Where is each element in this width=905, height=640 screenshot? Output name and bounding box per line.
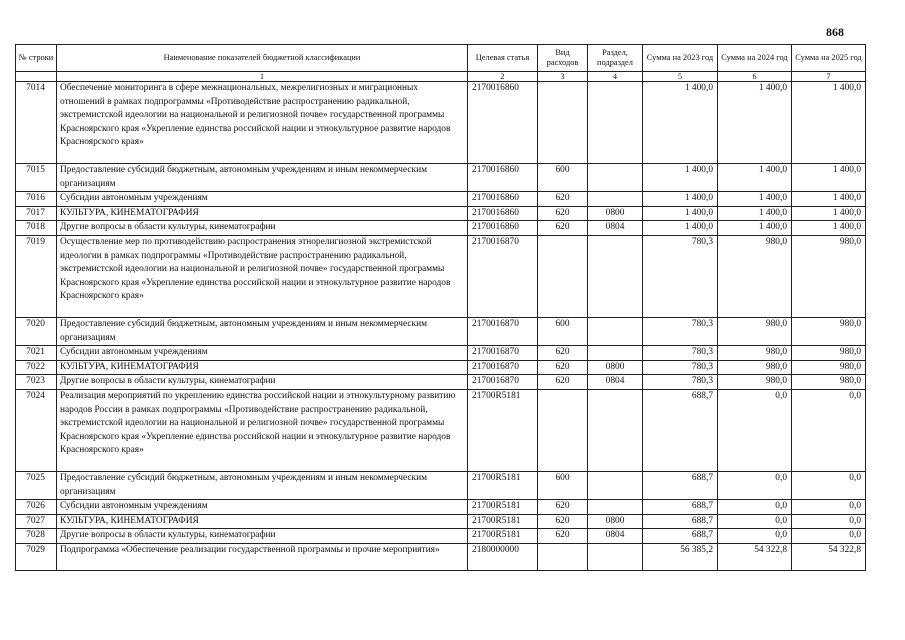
row-target: 2170016860 (468, 206, 538, 221)
table-row (16, 82, 866, 164)
row-name: Субсидии автономным учреждениям (57, 346, 468, 361)
header-name: Наименование показателей бюджетной классификации (57, 45, 468, 72)
row-target: 2180000000 (468, 543, 538, 570)
table-row (16, 221, 866, 236)
index-cell: 5 (643, 72, 718, 82)
row-target: 21700R5181 (468, 500, 538, 515)
index-cell: 6 (718, 72, 792, 82)
row-name: Осуществление мер по противодействию распространения этнорелигиозной экстремистской идеологии в рамках подпрограммы «Противодействие распространению радикальной, экстремистской идеологии на национальной и религиозной почве» государственной программы Красноярского края «Укрепление единства российской нации и этнокультурное развитие народов Красноярского края» (57, 235, 468, 317)
row-sum-2023: 780,3 (643, 375, 718, 390)
table-row (16, 360, 866, 375)
row-number: 7024 (16, 389, 57, 471)
row-section (588, 543, 643, 570)
table-row (16, 514, 866, 529)
row-number: 7029 (16, 543, 57, 570)
row-kind: 620 (538, 346, 588, 361)
table-row (16, 346, 866, 361)
row-kind (538, 235, 588, 317)
row-name: Другие вопросы в области культуры, кинематографии (57, 375, 468, 390)
row-target: 2170016860 (468, 192, 538, 207)
row-sum-2025: 1 400,0 (792, 206, 866, 221)
row-number: 7026 (16, 500, 57, 515)
row-sum-2023: 1 400,0 (643, 206, 718, 221)
row-sum-2024: 1 400,0 (718, 82, 792, 164)
row-sum-2024: 1 400,0 (718, 192, 792, 207)
table-row (16, 206, 866, 221)
row-number: 7023 (16, 375, 57, 390)
row-sum-2024: 0,0 (718, 471, 792, 499)
row-sum-2025: 980,0 (792, 346, 866, 361)
row-sum-2025: 0,0 (792, 389, 866, 471)
row-kind (538, 82, 588, 164)
row-sum-2024: 980,0 (718, 317, 792, 345)
row-kind: 620 (538, 360, 588, 375)
row-sum-2025: 980,0 (792, 317, 866, 345)
row-section (588, 471, 643, 499)
row-section (588, 235, 643, 317)
row-kind: 620 (538, 375, 588, 390)
row-section: 0800 (588, 360, 643, 375)
header-sum-2024: Сумма на 2024 год (718, 45, 792, 72)
row-section: 0800 (588, 514, 643, 529)
row-sum-2023: 56 385,2 (643, 543, 718, 570)
table-row (16, 164, 866, 192)
index-cell: 3 (538, 72, 588, 82)
row-number: 7021 (16, 346, 57, 361)
row-target: 2170016860 (468, 221, 538, 236)
header-row-no: № строки (16, 45, 57, 72)
row-sum-2023: 780,3 (643, 360, 718, 375)
row-kind: 620 (538, 221, 588, 236)
row-number: 7016 (16, 192, 57, 207)
header-kind: Вид расходов (538, 45, 588, 72)
row-sum-2024: 0,0 (718, 389, 792, 471)
table-row (16, 500, 866, 515)
header-row (16, 45, 866, 72)
row-sum-2024: 980,0 (718, 235, 792, 317)
row-sum-2023: 688,7 (643, 471, 718, 499)
index-cell: 1 (57, 72, 468, 82)
row-sum-2023: 1 400,0 (643, 221, 718, 236)
row-target: 21700R5181 (468, 389, 538, 471)
row-section: 0804 (588, 221, 643, 236)
row-target: 2170016870 (468, 360, 538, 375)
row-sum-2025: 980,0 (792, 360, 866, 375)
row-section (588, 192, 643, 207)
row-sum-2024: 0,0 (718, 529, 792, 544)
row-target: 21700R5181 (468, 529, 538, 544)
row-sum-2024: 980,0 (718, 346, 792, 361)
row-section: 0804 (588, 529, 643, 544)
row-sum-2025: 0,0 (792, 500, 866, 515)
row-name: КУЛЬТУРА, КИНЕМАТОГРАФИЯ (57, 206, 468, 221)
row-number: 7017 (16, 206, 57, 221)
row-target: 2170016870 (468, 375, 538, 390)
row-target: 2170016870 (468, 346, 538, 361)
index-cell (16, 72, 57, 82)
row-sum-2024: 980,0 (718, 360, 792, 375)
row-sum-2023: 780,3 (643, 317, 718, 345)
header-sum-2025: Сумма на 2025 год (792, 45, 866, 72)
row-sum-2025: 1 400,0 (792, 164, 866, 192)
row-kind: 600 (538, 471, 588, 499)
row-sum-2024: 0,0 (718, 500, 792, 515)
row-sum-2025: 0,0 (792, 529, 866, 544)
table-row (16, 375, 866, 390)
row-kind: 620 (538, 192, 588, 207)
row-section (588, 82, 643, 164)
row-sum-2023: 688,7 (643, 514, 718, 529)
row-name: Субсидии автономным учреждениям (57, 500, 468, 515)
header-target: Целевая статья (468, 45, 538, 72)
row-section: 0800 (588, 206, 643, 221)
row-sum-2023: 688,7 (643, 529, 718, 544)
row-section (588, 164, 643, 192)
row-name: Обеспечение мониторинга в сфере межнациональных, межрелигиозных и миграционных отношений в рамках подпрограммы «Противодействие распространению радикальной, экстремистской идеологии на национальной и религиозной почве» государственной программы Красноярского края «Укрепление единства российской нации и этнокультурное развитие народов Красноярского края» (57, 82, 468, 164)
row-name: Подпрограмма «Обеспечение реализации государственной программы и прочие мероприятия» (57, 543, 468, 570)
row-sum-2023: 780,3 (643, 235, 718, 317)
row-number: 7020 (16, 317, 57, 345)
row-name: Другие вопросы в области культуры, кинематографии (57, 221, 468, 236)
row-kind: 620 (538, 514, 588, 529)
row-name: Реализация мероприятий по укреплению единства российской нации и этнокультурному развитию народов России в рамках подпрограммы «Противодействие распространению радикальной, экстремистской идеологии на национальной и религиозной почве» государственной программы Красноярского края «Укрепление единства российской нации и этнокультурное развитие народов Красноярского края» (57, 389, 468, 471)
row-name: КУЛЬТУРА, КИНЕМАТОГРАФИЯ (57, 514, 468, 529)
row-sum-2023: 688,7 (643, 389, 718, 471)
row-target: 21700R5181 (468, 514, 538, 529)
row-name: Другие вопросы в области культуры, кинематографии (57, 529, 468, 544)
row-sum-2024: 0,0 (718, 514, 792, 529)
table-row (16, 317, 866, 345)
row-section (588, 389, 643, 471)
table-row (16, 235, 866, 317)
row-name: Субсидии автономным учреждениям (57, 192, 468, 207)
row-sum-2024: 54 322,8 (718, 543, 792, 570)
row-kind: 600 (538, 317, 588, 345)
row-name: КУЛЬТУРА, КИНЕМАТОГРАФИЯ (57, 360, 468, 375)
row-sum-2023: 780,3 (643, 346, 718, 361)
row-sum-2023: 1 400,0 (643, 164, 718, 192)
row-sum-2024: 980,0 (718, 375, 792, 390)
row-sum-2023: 688,7 (643, 500, 718, 515)
row-target: 2170016870 (468, 235, 538, 317)
row-section (588, 500, 643, 515)
row-number: 7014 (16, 82, 57, 164)
row-sum-2024: 1 400,0 (718, 206, 792, 221)
row-name: Предоставление субсидий бюджетным, автономным учреждениям и иным некоммерческим организациям (57, 164, 468, 192)
row-target: 2170016870 (468, 317, 538, 345)
row-number: 7027 (16, 514, 57, 529)
row-target: 2170016860 (468, 164, 538, 192)
row-number: 7025 (16, 471, 57, 499)
row-target: 21700R5181 (468, 471, 538, 499)
row-sum-2025: 1 400,0 (792, 82, 866, 164)
row-kind: 600 (538, 164, 588, 192)
row-section (588, 346, 643, 361)
row-kind: 620 (538, 529, 588, 544)
row-kind: 620 (538, 206, 588, 221)
row-sum-2025: 0,0 (792, 514, 866, 529)
row-number: 7022 (16, 360, 57, 375)
row-name: Предоставление субсидий бюджетным, автономным учреждениям и иным некоммерческим организациям (57, 317, 468, 345)
row-sum-2023: 1 400,0 (643, 192, 718, 207)
table-row (16, 543, 866, 570)
index-cell: 4 (588, 72, 643, 82)
row-sum-2025: 54 322,8 (792, 543, 866, 570)
row-number: 7018 (16, 221, 57, 236)
row-number: 7028 (16, 529, 57, 544)
table-row (16, 389, 866, 471)
row-sum-2023: 1 400,0 (643, 82, 718, 164)
index-cell: 7 (792, 72, 866, 82)
row-sum-2024: 1 400,0 (718, 164, 792, 192)
row-sum-2025: 980,0 (792, 375, 866, 390)
budget-table (15, 44, 866, 571)
row-sum-2024: 1 400,0 (718, 221, 792, 236)
index-cell: 2 (468, 72, 538, 82)
table-row (16, 192, 866, 207)
page-number: 868 (826, 25, 844, 39)
index-row (16, 72, 866, 82)
row-kind (538, 389, 588, 471)
row-sum-2025: 0,0 (792, 471, 866, 499)
row-kind (538, 543, 588, 570)
row-section (588, 317, 643, 345)
header-section: Раздел, подраздел (588, 45, 643, 72)
row-sum-2025: 980,0 (792, 235, 866, 317)
row-number: 7019 (16, 235, 57, 317)
row-target: 2170016860 (468, 82, 538, 164)
table-row (16, 471, 866, 499)
header-sum-2023: Сумма на 2023 год (643, 45, 718, 72)
row-section: 0804 (588, 375, 643, 390)
table-row (16, 529, 866, 544)
row-name: Предоставление субсидий бюджетным, автономным учреждениям и иным некоммерческим организациям (57, 471, 468, 499)
row-sum-2025: 1 400,0 (792, 221, 866, 236)
row-number: 7015 (16, 164, 57, 192)
row-kind: 620 (538, 500, 588, 515)
row-sum-2025: 1 400,0 (792, 192, 866, 207)
